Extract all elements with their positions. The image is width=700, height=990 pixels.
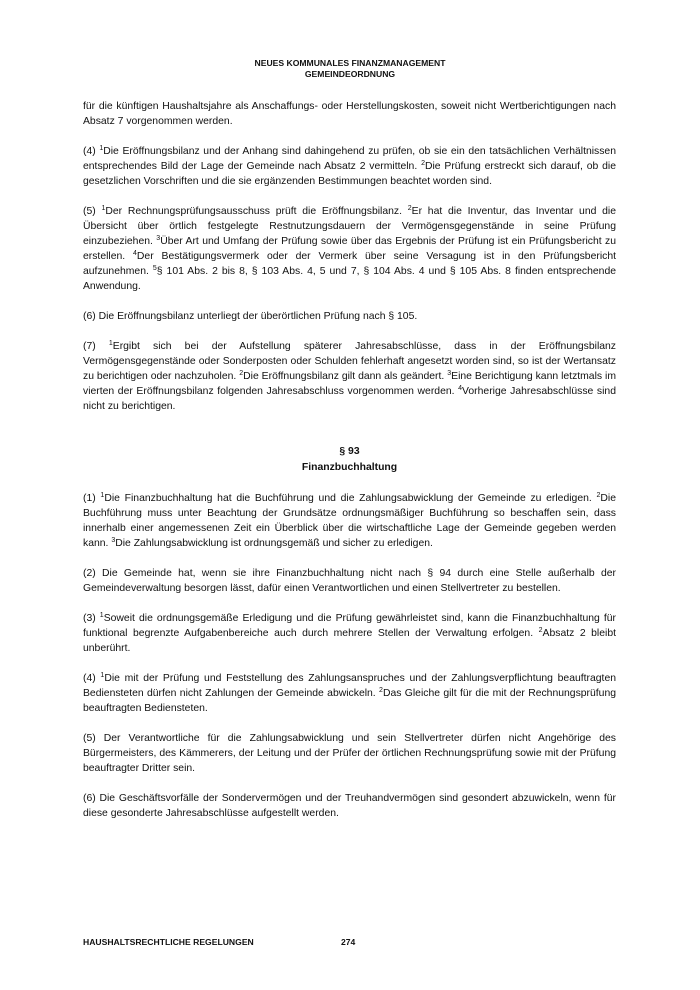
paragraph-label: (3) [83, 613, 100, 624]
page-number: 274 [341, 937, 356, 947]
sec93-paragraph-1 [83, 491, 616, 551]
sentence: Über Art und Umfang der Prüfung sowie über das Ergebnis der Prüfung ist ein Prüfungsbericht zu erstellen. [83, 236, 616, 262]
sentence: Er hat die Inventur, das Inventar und die Übersicht über örtlich festgelegte Restnutzungsdauern der Vermögensgegenstände in seine Prüfung einzubeziehen. [83, 206, 616, 247]
section-title: Finanzbuchhaltung [301, 462, 398, 473]
sentence-number: 1 [100, 672, 105, 679]
section-heading [83, 444, 616, 476]
sec93-paragraph-2: (2) Die Gemeinde hat, wenn sie ihre Finanzbuchhaltung nicht nach § 94 durch eine Stelle außerhalb der Gemeindeverwaltung besorgen lässt, dafür einen Verantwortlichen und einen Stellvertreter zu bestellen. [83, 568, 616, 594]
intro-paragraph: für die künftigen Haushaltsjahre als Anschaffungs- oder Herstellungskosten, soweit nicht Wertberichtigungen nach Absatz 7 vorgenommen werden. [83, 101, 616, 127]
sec93-paragraph-4 [83, 671, 616, 716]
paragraph-label: (4) [83, 673, 101, 684]
sentence: Eine Berichtigung kann letztmals im vierten der Eröffnungsbilanz folgenden Jahresabschluss vorgenommen werden. [83, 371, 617, 397]
sec92-paragraph-5 [83, 204, 616, 294]
sentence-number: 2 [407, 205, 412, 212]
sentence: Die mit der Prüfung und Feststellung des Zahlungsanspruches und der Zahlungsverpflichtung beauftragten Bediensteten dürfen nicht Zahlungen der Gemeinde abwickeln. [83, 673, 616, 699]
header-line-2: GEMEINDEORDNUNG [304, 69, 396, 79]
sentence: Ergibt sich bei der Aufstellung späterer Jahresabschlüsse, dass in der Eröffnungsbilanz Vermögensgegenstände oder Sonderposten oder Schulden fehlerhaft angesetzt worden sind, so ist der Wertansatz zu berichtigen oder nachzuholen. [83, 341, 617, 382]
sentence: Absatz 2 bleibt unberührt. [83, 628, 616, 654]
sentence-number: 1 [108, 340, 113, 347]
sentence-number: 3 [111, 537, 116, 544]
sentence-number: 3 [156, 235, 161, 242]
sec93-paragraph-5: (5) Der Verantwortliche für die Zahlungsabwicklung und sein Stellvertreter dürfen nicht Angehörige des Bürgermeisters, des Kämmerers, der Leitung und der Prüfer der örtlichen Rechnungsprüfung sowie mit der Prüfung beauftragter Dritter sein. [83, 733, 616, 774]
sentence-number: 5 [152, 265, 157, 272]
sentence-number: 4 [133, 250, 137, 257]
paragraph-label: (7) [83, 341, 109, 352]
sentence-number: 2 [538, 627, 543, 634]
sentence: Die Eröffnungsbilanz gilt dann als geändert. [243, 371, 448, 382]
sentence: Soweit die ordnungsgemäße Erledigung und die Prüfung gewährleistet sind, kann die Finanzbuchhaltung für funktional begrenzte Aufgabenbereiche auch durch mehrere Stellen der Verwaltung erfolgen. [83, 613, 617, 639]
footer-label: HAUSHALTSRECHTLICHE REGELUNGEN [83, 937, 254, 947]
sentence: Der Bestätigungsvermerk oder der Vermerk über seine Versagung ist in den Prüfungsbericht aufzunehmen. [83, 251, 616, 277]
header-line-1: NEUES KOMMUNALES FINANZMANAGEMENT [254, 58, 446, 68]
sentence-number: 2 [379, 687, 383, 694]
paragraph-label: (1) [83, 493, 101, 504]
sentence-number: 1 [101, 205, 106, 212]
sentence: Das Gleiche gilt für die mit der Rechnungsprüfung beauftragten Bediensteten. [83, 688, 617, 714]
sentence: Die Eröffnungsbilanz und der Anhang sind dahingehend zu prüfen, ob sie ein den tatsächlichen Verhältnissen entsprechendes Bild der Lage der Gemeinde nach Absatz 2 vermitteln. [83, 146, 616, 172]
sentence: Die Prüfung erstreckt sich darauf, ob die gesetzlichen Vorschriften und die sie ergänzenden Bestimmungen beachtet worden sind. [83, 161, 616, 187]
sentence: Die Zahlungsabwicklung ist ordnungsgemäß und sicher zu erledigen. [115, 538, 433, 549]
document-body [83, 99, 616, 836]
sec92-paragraph-6: (6) Die Eröffnungsbilanz unterliegt der überörtlichen Prüfung nach § 105. [83, 311, 418, 322]
sec93-paragraph-6: (6) Die Geschäftsvorfälle der Sondervermögen und der Treuhandvermögen sind gesondert abzuwickeln, wenn für diese gesonderte Jahresabschlüsse aufgestellt werden. [83, 793, 616, 819]
sec93-paragraph-3 [83, 611, 616, 656]
paragraph-label: (5) [83, 206, 102, 217]
sentence-number: 2 [239, 370, 244, 377]
sentence: Die Finanzbuchhaltung hat die Buchführung und die Zahlungsabwicklung der Gemeinde zu erledigen. [104, 493, 597, 504]
sentence-number: 3 [447, 370, 452, 377]
sentence-number: 1 [99, 145, 104, 152]
paragraph-label: (4) [83, 146, 100, 157]
sentence-number: 4 [458, 385, 463, 392]
page-header [0, 58, 700, 80]
sentence-number: 2 [596, 492, 601, 499]
sentence-number: 2 [421, 160, 425, 167]
sentence: § 101 Abs. 2 bis 8, § 103 Abs. 4, 5 und 7, § 104 Abs. 4 und § 105 Abs. 8 finden entsprechende Anwendung. [83, 266, 616, 292]
sentence: Vorherige Jahresabschlüsse sind nicht zu berichtigen. [83, 386, 616, 412]
sentence-number: 1 [100, 492, 105, 499]
sec92-paragraph-7 [83, 339, 616, 414]
sentence-number: 1 [99, 612, 104, 619]
sentence: Der Rechnungsprüfungsausschuss prüft die Eröffnungsbilanz. [105, 206, 408, 217]
section-number: § 93 [339, 446, 360, 457]
sentence: Die Buchführung muss unter Beachtung der Grundsätze ordnungsmäßiger Buchführung so beschaffen sein, dass innerhalb einer angemessenen Zeit ein Überblick über die wirtschaftliche Lage der Gemeinde gegeben werden kann. [83, 493, 616, 549]
sec92-paragraph-4 [83, 144, 616, 189]
page-footer [83, 937, 616, 947]
